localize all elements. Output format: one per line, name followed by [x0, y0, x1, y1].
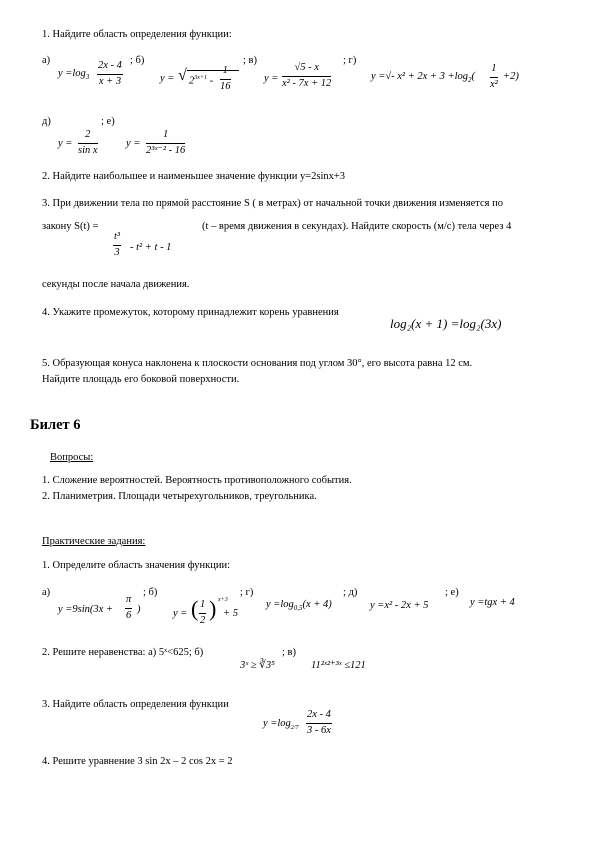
task-3-line-2b: (t – время движения в секундах). Найдите скорость (м/с) тела через 4 [202, 221, 512, 232]
label-g: ; г) [343, 55, 357, 66]
label-e: ; е) [101, 116, 115, 127]
practical-heading: Практические задания: [42, 536, 146, 547]
p-formula-b-close-paren: ) [209, 596, 217, 621]
label-v: ; в) [243, 55, 257, 66]
p-formula-b-tail: + 5 [223, 608, 238, 619]
practical-task-1: 1. Определите область значения функции: [42, 560, 231, 571]
formula-g-fraction: $\frac{1}{\text{x²}}$ [490, 63, 498, 90]
p-formula-b-prefix: y = [173, 608, 188, 619]
task-3-line-1: 3. При движении тела по прямой расстояние S ( в метрах) от начальной точки движения изменяется по [42, 198, 503, 209]
p-formula-a-tail: ) [137, 604, 141, 615]
p2-sep-v: ; в) [282, 647, 296, 658]
p2-inequality-b: 3ˣ ≥ ∛3⁵ [240, 660, 275, 671]
p-formula-a-fraction: $\frac{\pi}{6}$ [126, 594, 132, 621]
formula-a-fraction: $\frac{2x - 4}{x + 3}$ [98, 60, 122, 87]
p-formula-b-open-paren: ( [191, 596, 199, 621]
p-label-d: ; д) [343, 587, 358, 598]
p-label-g: ; г) [240, 587, 254, 598]
practical-task-3: 3. Найдите область определения функции [42, 699, 229, 710]
formula-v-prefix: y = [264, 73, 279, 84]
p-label-e: ; е) [445, 587, 459, 598]
p-formula-e: y =tgx + 4 [470, 597, 515, 608]
p-formula-b-fraction: $\frac{1}{2}$ [200, 599, 206, 626]
sqrt-icon: √ [178, 67, 187, 84]
questions-heading: Вопросы: [50, 452, 94, 463]
p-formula-b-exponent: x+3 [218, 597, 228, 603]
formula-e-fraction: $\frac{1}{\text{2³ˣ⁻² - 16}}$ [146, 129, 186, 156]
formula-g: y =√- $x^2 + 2x + 3 +\log_2$( [371, 71, 476, 85]
formula-e-prefix: y = [126, 138, 141, 149]
formula-g-tail: +2) [503, 71, 519, 82]
task-3-line-3: секунды после начала движения. [42, 279, 190, 290]
label-d: д) [42, 116, 51, 127]
task-3-tail: - t² + t - 1 [130, 242, 172, 253]
task-4: 4. Укажите промежуток, которому принадлежит корень уравнения [42, 307, 339, 318]
formula-b-prefix: y = [160, 73, 175, 84]
task-3-fraction: $\frac{\text{t³}}{3}$ [114, 231, 121, 258]
label-a: а) [42, 55, 51, 66]
practical-task-4: 4. Решите уравнение 3 sin 2x – 2 cos 2x = 2 [42, 756, 233, 767]
p3-formula-fraction: $\frac{2x - 4}{3 - 6x}$ [307, 709, 331, 736]
ticket-title: Билет 6 [30, 417, 81, 433]
p-formula-a: y =9sin(3x + [58, 604, 113, 615]
p-formula-d: y =x² - 2x + 5 [370, 600, 429, 611]
p-label-b: ; б) [143, 587, 158, 598]
practical-task-2: 2. Решите неравенства: а) 5ˣ<625; б) [42, 647, 204, 658]
label-b: ; б) [130, 55, 145, 66]
p3-formula-prefix: $y =\log_{2/7}$ [263, 718, 299, 732]
formula-b-fraction: $\frac{1}{16}$ [220, 65, 231, 92]
task-4-equation: log₂(x + 1) =log₂(3x) [390, 316, 502, 331]
formula-a-prefix: $y =\log_3$ [58, 68, 90, 82]
task-3-line-2a: закону S(t) = [42, 221, 99, 232]
task-5-line-2: Найдите площадь его боковой поверхности. [42, 374, 240, 385]
question-2: 2. Планиметрия. Площади четырехугольников, треугольника. [42, 491, 317, 502]
p2-inequality-v: 11²ˣ²⁺³ˣ ≤121 [311, 660, 366, 671]
formula-v-fraction: $\frac{√5 - x}{\text{x² - 7x + 12}}$ [282, 62, 332, 89]
question-1: 1. Сложение вероятностей. Вероятность противоположного события. [42, 475, 352, 486]
formula-d-fraction: $\frac{2}{\text{sin x}}$ [78, 129, 98, 156]
task-2: 2. Найдите наибольшее и наименьшее значение функции y=2sinx+3 [42, 171, 346, 182]
formula-d-prefix: y = [58, 138, 73, 149]
p-formula-g: $y =\log_{0,5}(x + 4)$ [266, 599, 332, 613]
task-5-line-1: 5. Образующая конуса наклонена к плоскости основания под углом 30°, его высота равна 12 см. [42, 358, 473, 369]
p-label-a: а) [42, 587, 51, 598]
task-1: 1. Найдите область определения функции: [42, 29, 232, 40]
formula-b-base: $2^{3x+1}$ - [189, 75, 214, 87]
